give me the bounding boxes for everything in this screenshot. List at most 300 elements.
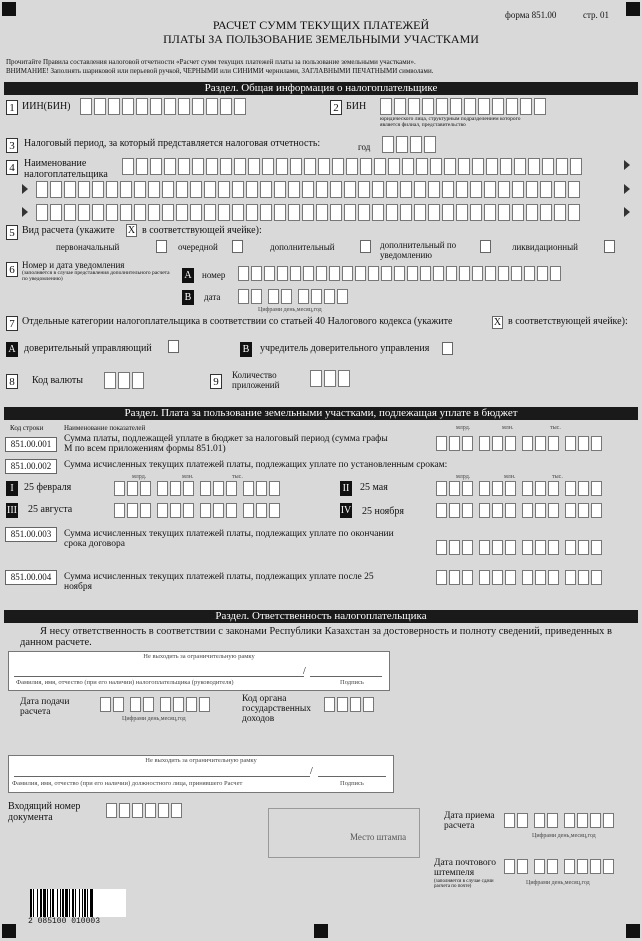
input-cell[interactable] [140,481,151,496]
input-cell[interactable] [591,481,602,496]
input-cell[interactable] [505,540,516,555]
input-cell[interactable] [164,98,176,115]
input-cell[interactable] [338,370,350,387]
input-cell[interactable] [290,158,302,175]
taxpayer-name-cells-2[interactable] [36,181,584,198]
input-cell[interactable] [511,266,522,281]
input-cell[interactable] [176,204,188,221]
input-cell[interactable] [449,570,460,585]
input-cell[interactable] [118,372,130,389]
input-cell[interactable] [290,266,301,281]
input-cell[interactable] [234,158,246,175]
input-cell[interactable] [522,570,533,585]
input-cell[interactable] [192,98,204,115]
input-cell[interactable] [106,181,118,198]
input-cell[interactable] [590,859,601,874]
input-cell[interactable] [459,266,470,281]
input-cell[interactable] [472,158,484,175]
input-cell[interactable] [394,266,405,281]
input-cell[interactable] [408,98,420,115]
input-cell[interactable] [504,859,515,874]
input-cell[interactable] [192,158,204,175]
input-cell[interactable] [324,370,336,387]
input-cell[interactable] [171,803,182,818]
input-cell[interactable] [416,158,428,175]
input-cell[interactable] [346,158,358,175]
input-cell[interactable] [603,813,614,828]
input-cell[interactable] [498,181,510,198]
input-cell[interactable] [534,859,545,874]
input-cell[interactable] [260,204,272,221]
input-cell[interactable] [578,436,589,451]
input-cell[interactable] [302,204,314,221]
input-cell[interactable] [104,372,116,389]
input-cell[interactable] [591,436,602,451]
input-cell[interactable] [64,204,76,221]
input-cell[interactable] [157,503,168,518]
input-cell[interactable] [360,158,372,175]
input-cell[interactable] [512,181,524,198]
input-cell[interactable] [218,181,230,198]
input-cell[interactable] [522,436,533,451]
input-cell[interactable] [410,136,422,153]
input-cell[interactable] [381,266,392,281]
input-cell[interactable] [337,289,348,304]
input-cell[interactable] [534,813,545,828]
input-cell[interactable] [310,370,322,387]
input-cell[interactable] [190,204,202,221]
input-cell[interactable] [238,289,249,304]
input-cell[interactable] [505,503,516,518]
input-cell[interactable] [213,481,224,496]
input-cell[interactable] [106,803,117,818]
postmark-date-cells[interactable] [504,859,618,874]
input-cell[interactable] [186,697,197,712]
input-cell[interactable] [251,289,262,304]
notice-number-cells[interactable] [238,266,565,281]
input-cell[interactable] [140,503,151,518]
input-cell[interactable] [537,266,548,281]
input-cell[interactable] [591,570,602,585]
input-cell[interactable] [522,540,533,555]
input-cell[interactable] [344,181,356,198]
input-cell[interactable] [94,98,106,115]
input-cell[interactable] [363,697,374,712]
input-cell[interactable] [251,266,262,281]
input-cell[interactable] [311,289,322,304]
input-cell[interactable] [132,803,143,818]
type-notice-checkbox[interactable] [480,240,491,253]
input-cell[interactable] [127,503,138,518]
input-cell[interactable] [414,204,426,221]
input-cell[interactable] [577,859,588,874]
org-code-cells[interactable] [324,697,378,712]
input-cell[interactable] [134,204,146,221]
input-cell[interactable] [548,503,559,518]
input-cell[interactable] [316,181,328,198]
input-cell[interactable] [264,266,275,281]
input-cell[interactable] [424,136,436,153]
input-cell[interactable] [127,481,138,496]
input-cell[interactable] [472,266,483,281]
input-cell[interactable] [550,266,561,281]
input-cell[interactable] [449,540,460,555]
input-cell[interactable] [400,181,412,198]
input-cell[interactable] [568,204,580,221]
input-cell[interactable] [256,503,267,518]
input-cell[interactable] [591,540,602,555]
input-cell[interactable] [316,204,328,221]
input-cell[interactable] [122,98,134,115]
input-cell[interactable] [158,803,169,818]
input-cell[interactable] [298,289,309,304]
input-cell[interactable] [226,481,237,496]
input-cell[interactable] [565,481,576,496]
input-cell[interactable] [234,98,246,115]
input-cell[interactable] [173,697,184,712]
input-cell[interactable] [344,204,356,221]
input-cell[interactable] [436,540,447,555]
input-cell[interactable] [183,481,194,496]
notice-date-cells[interactable] [238,289,352,304]
input-cell[interactable] [120,181,132,198]
input-cell[interactable] [303,266,314,281]
input-cell[interactable] [316,266,327,281]
input-cell[interactable] [436,481,447,496]
input-cell[interactable] [479,481,490,496]
input-cell[interactable] [484,181,496,198]
input-cell[interactable] [450,98,462,115]
input-cell[interactable] [433,266,444,281]
input-cell[interactable] [556,158,568,175]
input-cell[interactable] [276,158,288,175]
input-cell[interactable] [603,859,614,874]
input-cell[interactable] [274,204,286,221]
input-cell[interactable] [540,204,552,221]
input-cell[interactable] [535,436,546,451]
input-cell[interactable] [372,204,384,221]
input-cell[interactable] [570,158,582,175]
input-cell[interactable] [145,803,156,818]
input-cell[interactable] [342,266,353,281]
input-cell[interactable] [134,181,146,198]
input-cell[interactable] [113,697,124,712]
input-cell[interactable] [206,98,218,115]
input-cell[interactable] [522,503,533,518]
input-cell[interactable] [547,859,558,874]
input-cell[interactable] [590,813,601,828]
input-cell[interactable] [372,181,384,198]
input-cell[interactable] [318,158,330,175]
input-cell[interactable] [143,697,154,712]
input-cell[interactable] [548,481,559,496]
input-cell[interactable] [108,98,120,115]
appendix-count-cells[interactable] [310,370,354,387]
input-cell[interactable] [183,503,194,518]
input-cell[interactable] [136,158,148,175]
input-cell[interactable] [148,181,160,198]
input-cell[interactable] [114,503,125,518]
input-cell[interactable] [420,266,431,281]
input-cell[interactable] [548,540,559,555]
input-cell[interactable] [226,503,237,518]
input-cell[interactable] [36,204,48,221]
input-cell[interactable] [535,503,546,518]
input-cell[interactable] [288,181,300,198]
input-cell[interactable] [436,98,448,115]
input-cell[interactable] [524,266,535,281]
input-cell[interactable] [386,181,398,198]
input-cell[interactable] [446,266,457,281]
input-cell[interactable] [548,570,559,585]
input-cell[interactable] [199,697,210,712]
input-cell[interactable] [330,204,342,221]
input-cell[interactable] [232,204,244,221]
input-cell[interactable] [78,181,90,198]
input-cell[interactable] [164,158,176,175]
incoming-number-cells[interactable] [106,803,186,818]
input-cell[interactable] [568,181,580,198]
input-cell[interactable] [64,181,76,198]
input-cell[interactable] [526,181,538,198]
input-cell[interactable] [407,266,418,281]
input-cell[interactable] [92,181,104,198]
input-cell[interactable] [358,204,370,221]
input-cell[interactable] [324,289,335,304]
input-cell[interactable] [479,436,490,451]
input-cell[interactable] [449,481,460,496]
row-001-amount-cells[interactable] [436,436,606,451]
input-cell[interactable] [492,503,503,518]
input-cell[interactable] [368,266,379,281]
input-cell[interactable] [78,204,90,221]
input-cell[interactable] [479,503,490,518]
input-cell[interactable] [498,204,510,221]
input-cell[interactable] [380,98,392,115]
cat-trustee-checkbox[interactable] [168,340,179,353]
input-cell[interactable] [238,266,249,281]
row-003-amount-cells[interactable] [436,540,606,555]
input-cell[interactable] [492,540,503,555]
input-cell[interactable] [564,859,575,874]
type-initial-checkbox[interactable] [156,240,167,253]
input-cell[interactable] [462,570,473,585]
input-cell[interactable] [388,158,400,175]
term-4-amount-cells[interactable] [436,503,606,518]
input-cell[interactable] [256,481,267,496]
input-cell[interactable] [243,481,254,496]
input-cell[interactable] [122,158,134,175]
input-cell[interactable] [578,540,589,555]
input-cell[interactable] [246,181,258,198]
input-cell[interactable] [456,204,468,221]
input-cell[interactable] [514,158,526,175]
input-cell[interactable] [220,158,232,175]
input-cell[interactable] [498,266,509,281]
input-cell[interactable] [324,697,335,712]
input-cell[interactable] [449,436,460,451]
input-cell[interactable] [268,289,279,304]
input-cell[interactable] [464,98,476,115]
input-cell[interactable] [50,181,62,198]
input-cell[interactable] [220,98,232,115]
input-cell[interactable] [578,481,589,496]
input-cell[interactable] [332,158,344,175]
input-cell[interactable] [444,158,456,175]
input-cell[interactable] [470,181,482,198]
input-cell[interactable] [547,813,558,828]
input-cell[interactable] [554,181,566,198]
input-cell[interactable] [248,158,260,175]
input-cell[interactable] [396,136,408,153]
input-cell[interactable] [505,436,516,451]
input-cell[interactable] [358,181,370,198]
input-cell[interactable] [80,98,92,115]
input-cell[interactable] [436,570,447,585]
input-cell[interactable] [535,540,546,555]
input-cell[interactable] [430,158,442,175]
input-cell[interactable] [114,481,125,496]
input-cell[interactable] [485,266,496,281]
input-cell[interactable] [120,204,132,221]
input-cell[interactable] [492,481,503,496]
input-cell[interactable] [442,204,454,221]
input-cell[interactable] [119,803,130,818]
input-cell[interactable] [136,98,148,115]
input-cell[interactable] [428,204,440,221]
type-liquidation-checkbox[interactable] [604,240,615,253]
input-cell[interactable] [243,503,254,518]
input-cell[interactable] [470,204,482,221]
input-cell[interactable] [578,503,589,518]
input-cell[interactable] [350,697,361,712]
input-cell[interactable] [288,204,300,221]
input-cell[interactable] [517,813,528,828]
term-1-amount-cells[interactable] [114,481,284,496]
input-cell[interactable] [329,266,340,281]
input-cell[interactable] [517,859,528,874]
input-cell[interactable] [478,98,490,115]
input-cell[interactable] [200,503,211,518]
input-cell[interactable] [178,98,190,115]
input-cell[interactable] [486,158,498,175]
input-cell[interactable] [190,181,202,198]
input-cell[interactable] [492,570,503,585]
input-cell[interactable] [204,181,216,198]
input-cell[interactable] [92,204,104,221]
input-cell[interactable] [262,158,274,175]
bin-cells[interactable] [380,98,550,115]
input-cell[interactable] [462,503,473,518]
input-cell[interactable] [206,158,218,175]
input-cell[interactable] [506,98,518,115]
year-cells[interactable] [382,136,440,153]
input-cell[interactable] [534,98,546,115]
input-cell[interactable] [436,436,447,451]
input-cell[interactable] [577,813,588,828]
input-cell[interactable] [150,98,162,115]
input-cell[interactable] [564,813,575,828]
input-cell[interactable] [479,540,490,555]
input-cell[interactable] [504,813,515,828]
input-cell[interactable] [442,181,454,198]
input-cell[interactable] [479,570,490,585]
input-cell[interactable] [204,204,216,221]
input-cell[interactable] [274,181,286,198]
input-cell[interactable] [277,266,288,281]
input-cell[interactable] [36,181,48,198]
input-cell[interactable] [281,289,292,304]
input-cell[interactable] [337,697,348,712]
currency-cells[interactable] [104,372,148,389]
input-cell[interactable] [492,98,504,115]
input-cell[interactable] [382,136,394,153]
input-cell[interactable] [218,204,230,221]
input-cell[interactable] [565,436,576,451]
input-cell[interactable] [100,697,111,712]
input-cell[interactable] [178,158,190,175]
input-cell[interactable] [232,181,244,198]
input-cell[interactable] [492,436,503,451]
input-cell[interactable] [428,181,440,198]
input-cell[interactable] [554,204,566,221]
input-cell[interactable] [520,98,532,115]
input-cell[interactable] [162,204,174,221]
input-cell[interactable] [170,481,181,496]
receipt-date-cells[interactable] [504,813,618,828]
input-cell[interactable] [50,204,62,221]
input-cell[interactable] [200,481,211,496]
taxpayer-name-cells-1[interactable] [122,158,586,175]
input-cell[interactable] [449,503,460,518]
input-cell[interactable] [484,204,496,221]
term-3-amount-cells[interactable] [114,503,284,518]
input-cell[interactable] [548,436,559,451]
input-cell[interactable] [106,204,118,221]
input-cell[interactable] [162,181,174,198]
input-cell[interactable] [565,503,576,518]
iin-cells[interactable] [80,98,250,115]
input-cell[interactable] [522,481,533,496]
input-cell[interactable] [535,570,546,585]
input-cell[interactable] [176,181,188,198]
input-cell[interactable] [458,158,470,175]
input-cell[interactable] [130,697,141,712]
input-cell[interactable] [436,503,447,518]
input-cell[interactable] [505,481,516,496]
input-cell[interactable] [355,266,366,281]
input-cell[interactable] [414,181,426,198]
input-cell[interactable] [160,697,171,712]
input-cell[interactable] [394,98,406,115]
input-cell[interactable] [269,481,280,496]
input-cell[interactable] [512,204,524,221]
type-additional-checkbox[interactable] [360,240,371,253]
input-cell[interactable] [304,158,316,175]
input-cell[interactable] [500,158,512,175]
input-cell[interactable] [456,181,468,198]
input-cell[interactable] [565,570,576,585]
input-cell[interactable] [462,540,473,555]
input-cell[interactable] [157,481,168,496]
term-2-amount-cells[interactable] [436,481,606,496]
input-cell[interactable] [330,181,342,198]
input-cell[interactable] [578,570,589,585]
input-cell[interactable] [150,158,162,175]
input-cell[interactable] [132,372,144,389]
input-cell[interactable] [170,503,181,518]
input-cell[interactable] [400,204,412,221]
